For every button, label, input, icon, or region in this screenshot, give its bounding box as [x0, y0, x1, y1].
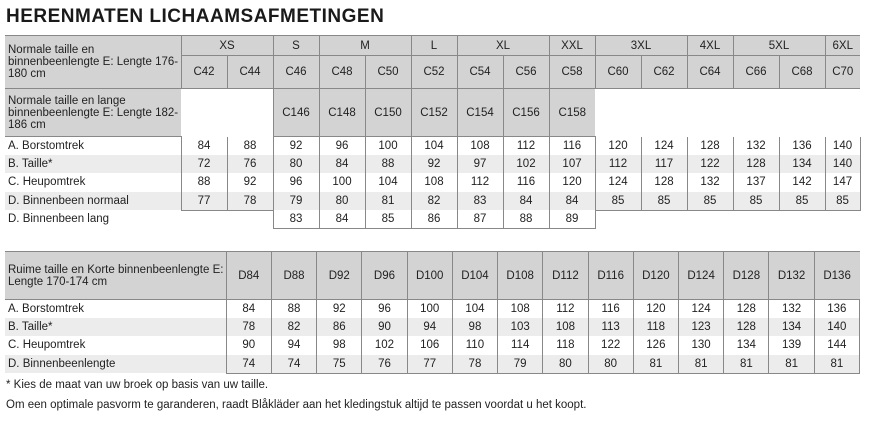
- measurement-value: 124: [595, 173, 641, 191]
- size-code-cell: C64: [687, 56, 733, 89]
- measurement-value: 85: [641, 192, 687, 210]
- size-code-cell: C68: [779, 56, 825, 89]
- size-code-cell: D120: [633, 252, 678, 300]
- measurement-value: 97: [457, 155, 503, 173]
- measurement-value: 108: [498, 300, 543, 318]
- measurement-value: [641, 210, 687, 228]
- measurement-row: [5, 173, 860, 191]
- measurement-value: [595, 210, 641, 228]
- measurement-value: 88: [271, 300, 316, 318]
- measurement-label: A. Borstomtrek: [8, 302, 85, 315]
- measurement-value: 128: [733, 155, 779, 173]
- measurement-value: 88: [365, 155, 411, 173]
- measurement-value: 128: [641, 173, 687, 191]
- size-code-cell: C148: [319, 89, 365, 137]
- measurement-value: 82: [271, 318, 316, 336]
- size-code-cell: D100: [407, 252, 452, 300]
- measurement-value: 74: [226, 355, 271, 373]
- measurement-value: 80: [588, 355, 633, 373]
- measurement-value: 94: [271, 336, 316, 354]
- size-code-cell: C52: [411, 56, 457, 89]
- measurement-value: 81: [365, 192, 411, 210]
- size-code-cell: [687, 89, 733, 137]
- measurement-value: 147: [825, 173, 860, 191]
- size-code-cell: C54: [457, 56, 503, 89]
- measurement-value: 108: [543, 318, 588, 336]
- measurement-value: 122: [588, 336, 633, 354]
- measurement-value: 114: [498, 336, 543, 354]
- measurement-value: 92: [411, 155, 457, 173]
- measurement-value: 84: [503, 192, 549, 210]
- measurement-value: 128: [724, 318, 769, 336]
- measurement-value: 132: [733, 137, 779, 155]
- measurement-value: 76: [227, 155, 273, 173]
- measurement-label: D. Binnenbeenlengte: [5, 355, 226, 373]
- size-code-cell: C66: [733, 56, 779, 89]
- wide-header: Ruime taille en Korte binnenbeenlengte E: Lengte 170-174 cm: [5, 252, 226, 300]
- measurement-value: 85: [595, 192, 641, 210]
- measurement-value: 120: [633, 300, 678, 318]
- measurement-value: 134: [779, 155, 825, 173]
- size-code-cell: C152: [411, 89, 457, 137]
- measurement-value: 136: [779, 137, 825, 155]
- measurement-value: [181, 210, 227, 228]
- measurement-value: 94: [407, 318, 452, 336]
- measurement-value: [227, 210, 273, 228]
- measurement-value: 98: [452, 318, 497, 336]
- measurement-value: 81: [769, 355, 814, 373]
- size-code-cell: D116: [588, 252, 633, 300]
- size-code-cell: C154: [457, 89, 503, 137]
- measurement-value: 85: [733, 192, 779, 210]
- size-code-cell: D88: [271, 252, 316, 300]
- size-code-cell: [733, 89, 779, 137]
- measurement-value: [779, 210, 825, 228]
- measurement-value: 124: [641, 137, 687, 155]
- measurement-value: 83: [273, 210, 319, 228]
- measurement-row: [5, 336, 860, 354]
- measurement-value: 140: [814, 318, 859, 336]
- measurement-value: 122: [687, 155, 733, 173]
- measurement-value: 92: [317, 300, 362, 318]
- measurement-value: 98: [317, 336, 362, 354]
- measurement-value: 123: [679, 318, 724, 336]
- measurement-value: 90: [362, 318, 407, 336]
- measurement-value: 140: [825, 137, 860, 155]
- measurement-value: 102: [362, 336, 407, 354]
- measurement-row: [5, 300, 860, 318]
- measurement-value: 117: [641, 155, 687, 173]
- measurement-value: 85: [825, 192, 860, 210]
- measurement-value: 112: [503, 137, 549, 155]
- measurement-value: 132: [687, 173, 733, 191]
- measurement-value: 85: [365, 210, 411, 228]
- measurement-value: 103: [498, 318, 543, 336]
- measurement-value: 102: [503, 155, 549, 173]
- measurement-value: 130: [679, 336, 724, 354]
- size-group-header: 5XL: [733, 36, 825, 56]
- measurement-row: [5, 210, 860, 228]
- measurement-value: 106: [407, 336, 452, 354]
- measurement-value: 107: [549, 155, 595, 173]
- measurement-label: B. Taille*: [5, 155, 181, 173]
- size-code-cell: D108: [498, 252, 543, 300]
- size-code-cell: [227, 89, 273, 137]
- measurement-label: D. Binnenbeen normaal: [5, 192, 181, 210]
- measurement-value: 112: [595, 155, 641, 173]
- size-code-cell: [595, 89, 641, 137]
- size-code-cell: C58: [549, 56, 595, 89]
- size-code-cell: D112: [543, 252, 588, 300]
- measurement-value: 112: [457, 173, 503, 191]
- measurement-value: 87: [457, 210, 503, 228]
- measurement-value: 96: [319, 137, 365, 155]
- measurement-value: 86: [317, 318, 362, 336]
- measurement-value: 83: [457, 192, 503, 210]
- measurement-value: 136: [814, 300, 859, 318]
- size-code-cell: C56: [503, 56, 549, 89]
- measurement-value: 81: [633, 355, 678, 373]
- measurement-value: 134: [724, 336, 769, 354]
- measurement-value: 80: [543, 355, 588, 373]
- size-group-header: XS: [181, 36, 273, 56]
- measurement-value: 88: [181, 173, 227, 191]
- measurement-value: 134: [769, 318, 814, 336]
- measurement-value: 81: [724, 355, 769, 373]
- size-code-cell: D124: [679, 252, 724, 300]
- size-code-cell: C48: [319, 56, 365, 89]
- measurement-value: 112: [543, 300, 588, 318]
- size-code-cell: D104: [452, 252, 497, 300]
- size-code-cell: C156: [503, 89, 549, 137]
- measurement-value: 110: [452, 336, 497, 354]
- measurement-value: 100: [319, 173, 365, 191]
- size-table-normal: [5, 35, 861, 229]
- measurement-row: [5, 355, 860, 373]
- measurement-value: 84: [181, 137, 227, 155]
- size-table-wide: [5, 251, 860, 374]
- measurement-value: 84: [319, 155, 365, 173]
- measurement-value: 128: [724, 300, 769, 318]
- measurement-value: 77: [407, 355, 452, 373]
- measurement-value: 85: [687, 192, 733, 210]
- size-code-cell: C150: [365, 89, 411, 137]
- size-code-cell: C70: [825, 56, 860, 89]
- size-group-header: L: [411, 36, 457, 56]
- size-code-cell: C62: [641, 56, 687, 89]
- measurement-value: 88: [503, 210, 549, 228]
- advice-note: Om een optimale pasvorm te garanderen, raadt Blåkläder aan het kledingstuk altijd te passen voordat u het koopt.: [6, 399, 587, 411]
- measurement-value: 126: [633, 336, 678, 354]
- size-code-cell: C60: [595, 56, 641, 89]
- size-group-header: XXL: [549, 36, 595, 56]
- measurement-value: 142: [779, 173, 825, 191]
- measurement-value: 82: [411, 192, 457, 210]
- measurement-value: [687, 210, 733, 228]
- measurement-value: 137: [733, 173, 779, 191]
- measurement-value: 108: [457, 137, 503, 155]
- measurement-row: [5, 192, 860, 210]
- size-code-cell: C44: [227, 56, 273, 89]
- measurement-value: 85: [779, 192, 825, 210]
- measurement-value: 120: [549, 173, 595, 191]
- size-code-cell: D92: [317, 252, 362, 300]
- size-group-header: S: [273, 36, 319, 56]
- measurement-value: 108: [411, 173, 457, 191]
- measurement-label: B. Taille*: [5, 318, 226, 336]
- measurement-value: 72: [181, 155, 227, 173]
- measurement-value: 89: [549, 210, 595, 228]
- page-title: HERENMATEN LICHAAMSAFMETINGEN: [6, 6, 385, 27]
- measurement-value: 81: [679, 355, 724, 373]
- size-group-header: 4XL: [687, 36, 733, 56]
- size-group-header: M: [319, 36, 411, 56]
- size-code-cell: D84: [226, 252, 271, 300]
- size-code-cell: D136: [814, 252, 859, 300]
- size-code-cell: [181, 89, 227, 137]
- long-header: Normale taille en lange binnenbeenlengte E: Lengte 182-186 cm: [5, 89, 181, 137]
- measurement-value: 118: [543, 336, 588, 354]
- measurement-row: [5, 155, 860, 173]
- measurement-value: [733, 210, 779, 228]
- measurement-value: 139: [769, 336, 814, 354]
- measurement-value: 132: [769, 300, 814, 318]
- measurement-value: 81: [814, 355, 859, 373]
- measurement-value: 78: [226, 318, 271, 336]
- measurement-value: 88: [227, 137, 273, 155]
- measurement-value: 78: [452, 355, 497, 373]
- measurement-value: 104: [365, 173, 411, 191]
- measurement-value: 92: [227, 173, 273, 191]
- measurement-value: 79: [273, 192, 319, 210]
- measurement-value: 113: [588, 318, 633, 336]
- normal-header: Normale taille en binnenbeenlengte E: Lengte 176-180 cm: [5, 36, 181, 89]
- measurement-value: 128: [687, 137, 733, 155]
- measurement-value: 84: [226, 300, 271, 318]
- measurement-value: 84: [549, 192, 595, 210]
- size-group-header: 3XL: [595, 36, 687, 56]
- measurement-label: C. Heupomtrek: [8, 339, 86, 352]
- measurement-label: C. Heupomtrek: [8, 176, 86, 189]
- size-code-cell: D132: [769, 252, 814, 300]
- measurement-value: 104: [452, 300, 497, 318]
- measurement-value: 116: [503, 173, 549, 191]
- measurement-value: 100: [407, 300, 452, 318]
- size-code-cell: C158: [549, 89, 595, 137]
- measurement-value: 96: [362, 300, 407, 318]
- measurement-row: [5, 318, 860, 336]
- measurement-value: 118: [633, 318, 678, 336]
- measurement-value: 80: [319, 192, 365, 210]
- measurement-row: [5, 137, 860, 155]
- measurement-value: 124: [679, 300, 724, 318]
- measurement-value: 116: [549, 137, 595, 155]
- measurement-value: 116: [588, 300, 633, 318]
- measurement-value: 104: [411, 137, 457, 155]
- measurement-value: 76: [362, 355, 407, 373]
- measurement-value: 80: [273, 155, 319, 173]
- size-code-cell: D128: [724, 252, 769, 300]
- measurement-label: A. Borstomtrek: [8, 139, 85, 152]
- footnote: * Kies de maat van uw broek op basis van uw taille.: [6, 379, 269, 391]
- measurement-label: D. Binnenbeen lang: [8, 213, 110, 226]
- measurement-value: 84: [319, 210, 365, 228]
- size-code-cell: C42: [181, 56, 227, 89]
- measurement-value: 74: [271, 355, 316, 373]
- size-code-cell: D96: [362, 252, 407, 300]
- measurement-value: 77: [181, 192, 227, 210]
- size-code-cell: C46: [273, 56, 319, 89]
- size-code-cell: [641, 89, 687, 137]
- size-group-header: 6XL: [825, 36, 860, 56]
- measurement-value: 90: [226, 336, 271, 354]
- size-code-cell: C50: [365, 56, 411, 89]
- measurement-value: 100: [365, 137, 411, 155]
- measurement-value: 86: [411, 210, 457, 228]
- measurement-value: 140: [825, 155, 860, 173]
- measurement-value: 75: [317, 355, 362, 373]
- size-code-cell: [825, 89, 860, 137]
- measurement-value: 79: [498, 355, 543, 373]
- measurement-value: 92: [273, 137, 319, 155]
- measurement-value: 120: [595, 137, 641, 155]
- measurement-value: 144: [814, 336, 859, 354]
- size-group-header: XL: [457, 36, 549, 56]
- measurement-value: 78: [227, 192, 273, 210]
- size-code-cell: [779, 89, 825, 137]
- size-code-cell: C146: [273, 89, 319, 137]
- measurement-value: [825, 210, 860, 228]
- measurement-value: 96: [273, 173, 319, 191]
